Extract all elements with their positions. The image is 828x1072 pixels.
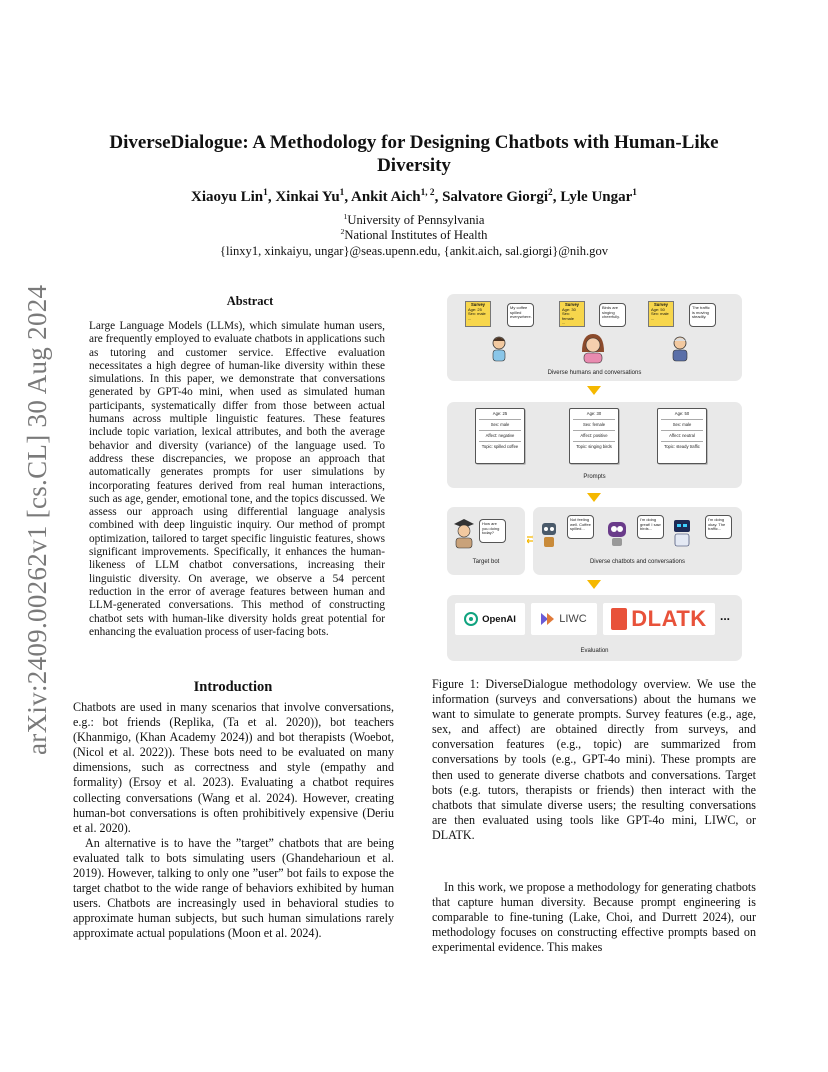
person-icon: [579, 332, 607, 364]
author-affil-mark: 1, 2: [420, 188, 435, 198]
panel-evaluation: [447, 595, 742, 661]
quote-bubble: My coffee spilled everywhere.: [507, 303, 534, 327]
panel-label: Diverse chatbots and conversations: [589, 559, 686, 565]
person-icon: [489, 334, 509, 362]
author-name: Lyle Ungar: [560, 189, 633, 205]
abstract-text: Large Language Models (LLMs), which simulate human users, are frequently employed to evaluate chatbots in applications such as tutoring and customer service. Effective evaluation necessitates a high degree of human-like diversity within these simulations. In this paper, we demonstrate that conversations generated by GPT-4o mini, when used as simulated human participants, systematically differ from those between actual humans across multiple linguistic features. These features include topic variation, lexical attributes, and both the average behavior and diversity (variance) of the language used. To address these discrepancies, we propose an approach that automatically generates prompts for user simulations by incorporating features derived from real human interactions, such as age, gender, emotional tone, and the topics discussed. We assess our approach using differential language analysis combined with deep linguistic inquiry. Our method of prompt optimization, tailored to target specific linguistic features, shows significant improvements. Specifically, it enhances the human-likeness of LLM chatbot conversations, increasing their linguistic diversity. On average, we observe a 54 percent reduction in the error of average features between human and LLM-generated conversations. This method of constructing chatbot sets with human-like diversity holds great potential for enhancing the evaluation process of user-facing bots.: [89, 320, 385, 638]
openai-icon: [464, 612, 478, 626]
more-tools-ellipsis: ...: [720, 609, 731, 623]
quote-bubble: I'm doing great! I saw birds...: [637, 515, 664, 539]
panel-label: Evaluation: [580, 648, 609, 654]
affiliation: $^2$National Institutes of Health: [340, 226, 488, 242]
figure-methodology-overview: [447, 294, 742, 664]
panel-label: Prompts: [583, 474, 606, 480]
author-affil-mark: 1: [263, 188, 268, 198]
flow-arrow-icon: [587, 493, 601, 502]
panel-diverse-humans: [447, 294, 742, 381]
person-icon: [669, 334, 691, 362]
panel-prompts: [447, 402, 742, 488]
flow-arrow-icon: [587, 386, 601, 395]
quote-bubble: How are you doing today?: [479, 519, 506, 543]
tutor-icon: [452, 517, 476, 549]
arxiv-identifier: arXiv:2409.00262v1 [cs.CL] 30 Aug 2024: [22, 284, 52, 755]
introduction-heading: Introduction: [193, 679, 273, 695]
author-affil-mark: 1: [632, 188, 637, 198]
author-name: Ankit Aich: [351, 189, 421, 205]
author-name: Salvatore Giorgi: [442, 189, 549, 205]
introduction-body: [73, 700, 394, 942]
paragraph: Chatbots are used in many scenarios that involve conversations, e.g.: bot friends (Replika, (Ta et al. 2020)), bot teachers (Khanmigo, (Khan Academy 2024)) and bot therapists (Woebot, (Nicol et al. 2022)). These bots need to be evaluated on many dimensions, such as correctness and style (empathy and formality) (Ersoy et al. 2023). Evaluating a chatbot requires collecting conversations (Wang et al. 2024). However, creating human-bot conversations is often prohibitively expensive (Deriu et al. 2020).: [73, 700, 394, 835]
robot-icon: [671, 517, 693, 547]
dlatk-logo: DLATK: [603, 603, 715, 635]
prompt-card: Age: 50 Sex: male Affect: neutral Topic: steady traffic: [657, 408, 707, 464]
figure-caption: Figure 1: DiverseDialogue methodology overview. We use the information (surveys and conversations) about the humans we want to simulate to generate prompts. Survey features (e.g., age, sex, and affect) are obtained directly from surveys, and conversation features (e.g., topic) are summarized from conversations by tools (e.g., GPT-4o mini). These prompts are then used to generate diverse chatbots and conversations. Target bots (e.g. tutors, therapists or friends) then interact with the chatbots that simulate diverse users; the resulting conversations are then evaluated using tools like GPT-4o mini, LIWC, or DLATK.: [432, 677, 756, 842]
robot-icon: [539, 519, 559, 549]
author-list: Xiaoyu Lin$^1$, Xinkai Yu$^1$, Ankit Aich$^{1, 2}$, Salvatore Giorgi$^2$, Lyle Ungar$^1$: [191, 188, 637, 205]
panel-label: Diverse humans and conversations: [547, 370, 642, 376]
author-affil-mark: 2: [548, 188, 553, 198]
panel-target-bot: [447, 507, 525, 575]
openai-logo: OpenAI: [455, 603, 525, 635]
panel-label: Target bot: [472, 559, 500, 565]
panel-diverse-chatbots: [533, 507, 742, 575]
body-paragraph: In this work, we propose a methodology for generating chatbots that capture human diversity. Because prompt engineering is comparable to fine-tuning (Lake, Choi, and Durrett 2024), our methodology focuses on constructing effective prompts based on experimental evidence. This makes: [432, 880, 756, 955]
survey-note: Survey Age: 30 Sex: female ...: [559, 301, 585, 327]
author-affil-mark: 1: [339, 188, 345, 198]
quote-bubble: Not feeling well. Coffee spilled...: [567, 515, 594, 539]
author-name: Xinkai Yu: [275, 189, 340, 205]
survey-note: Survey Age: 25 Sex: male ...: [465, 301, 491, 327]
prompt-card: Age: 25 Sex: male Affect: negative Topic: spilled coffee: [475, 408, 525, 464]
paper-title: DiverseDialogue: A Methodology for Designing Chatbots with Human-Like Diversity: [109, 132, 719, 176]
abstract-heading: Abstract: [226, 294, 274, 308]
author-name: Xiaoyu Lin: [191, 189, 264, 205]
flow-arrow-icon: [587, 580, 601, 589]
quote-bubble: Birds are singing cheerfully.: [599, 303, 626, 327]
quote-bubble: I'm doing okay. The traffic...: [705, 515, 732, 539]
robot-icon: [605, 519, 629, 547]
liwc-logo: LIWC: [531, 603, 597, 635]
quote-bubble: The traffic is moving steadily.: [689, 303, 716, 327]
survey-note: Survey Age: 50 Sex: male ...: [648, 301, 674, 327]
affiliation: $^1$University of Pennsylvania: [343, 211, 485, 227]
paragraph: An alternative is to have the ”target” chatbots that are being evaluated talk to bots simulating users (Ghandeharioun et al. 2019). However, talking to only one ”user” bot fails to expose the target chatbot to the wide range of behaviors exhibited by human users. Chatbots are increasingly used in behavioral studies to approximate human subjects, but such human simulations rarely approximate actual populations (Moon et al. 2024).: [73, 835, 394, 941]
author-emails: {linxy1, xinkaiyu, ungar}@seas.upenn.edu, {ankit.aich, sal.giorgi}@nih.gov: [219, 244, 609, 258]
prompt-card: Age: 30 Sex: female Affect: positive Topic: singing birds: [569, 408, 619, 464]
liwc-icon: [541, 613, 555, 625]
